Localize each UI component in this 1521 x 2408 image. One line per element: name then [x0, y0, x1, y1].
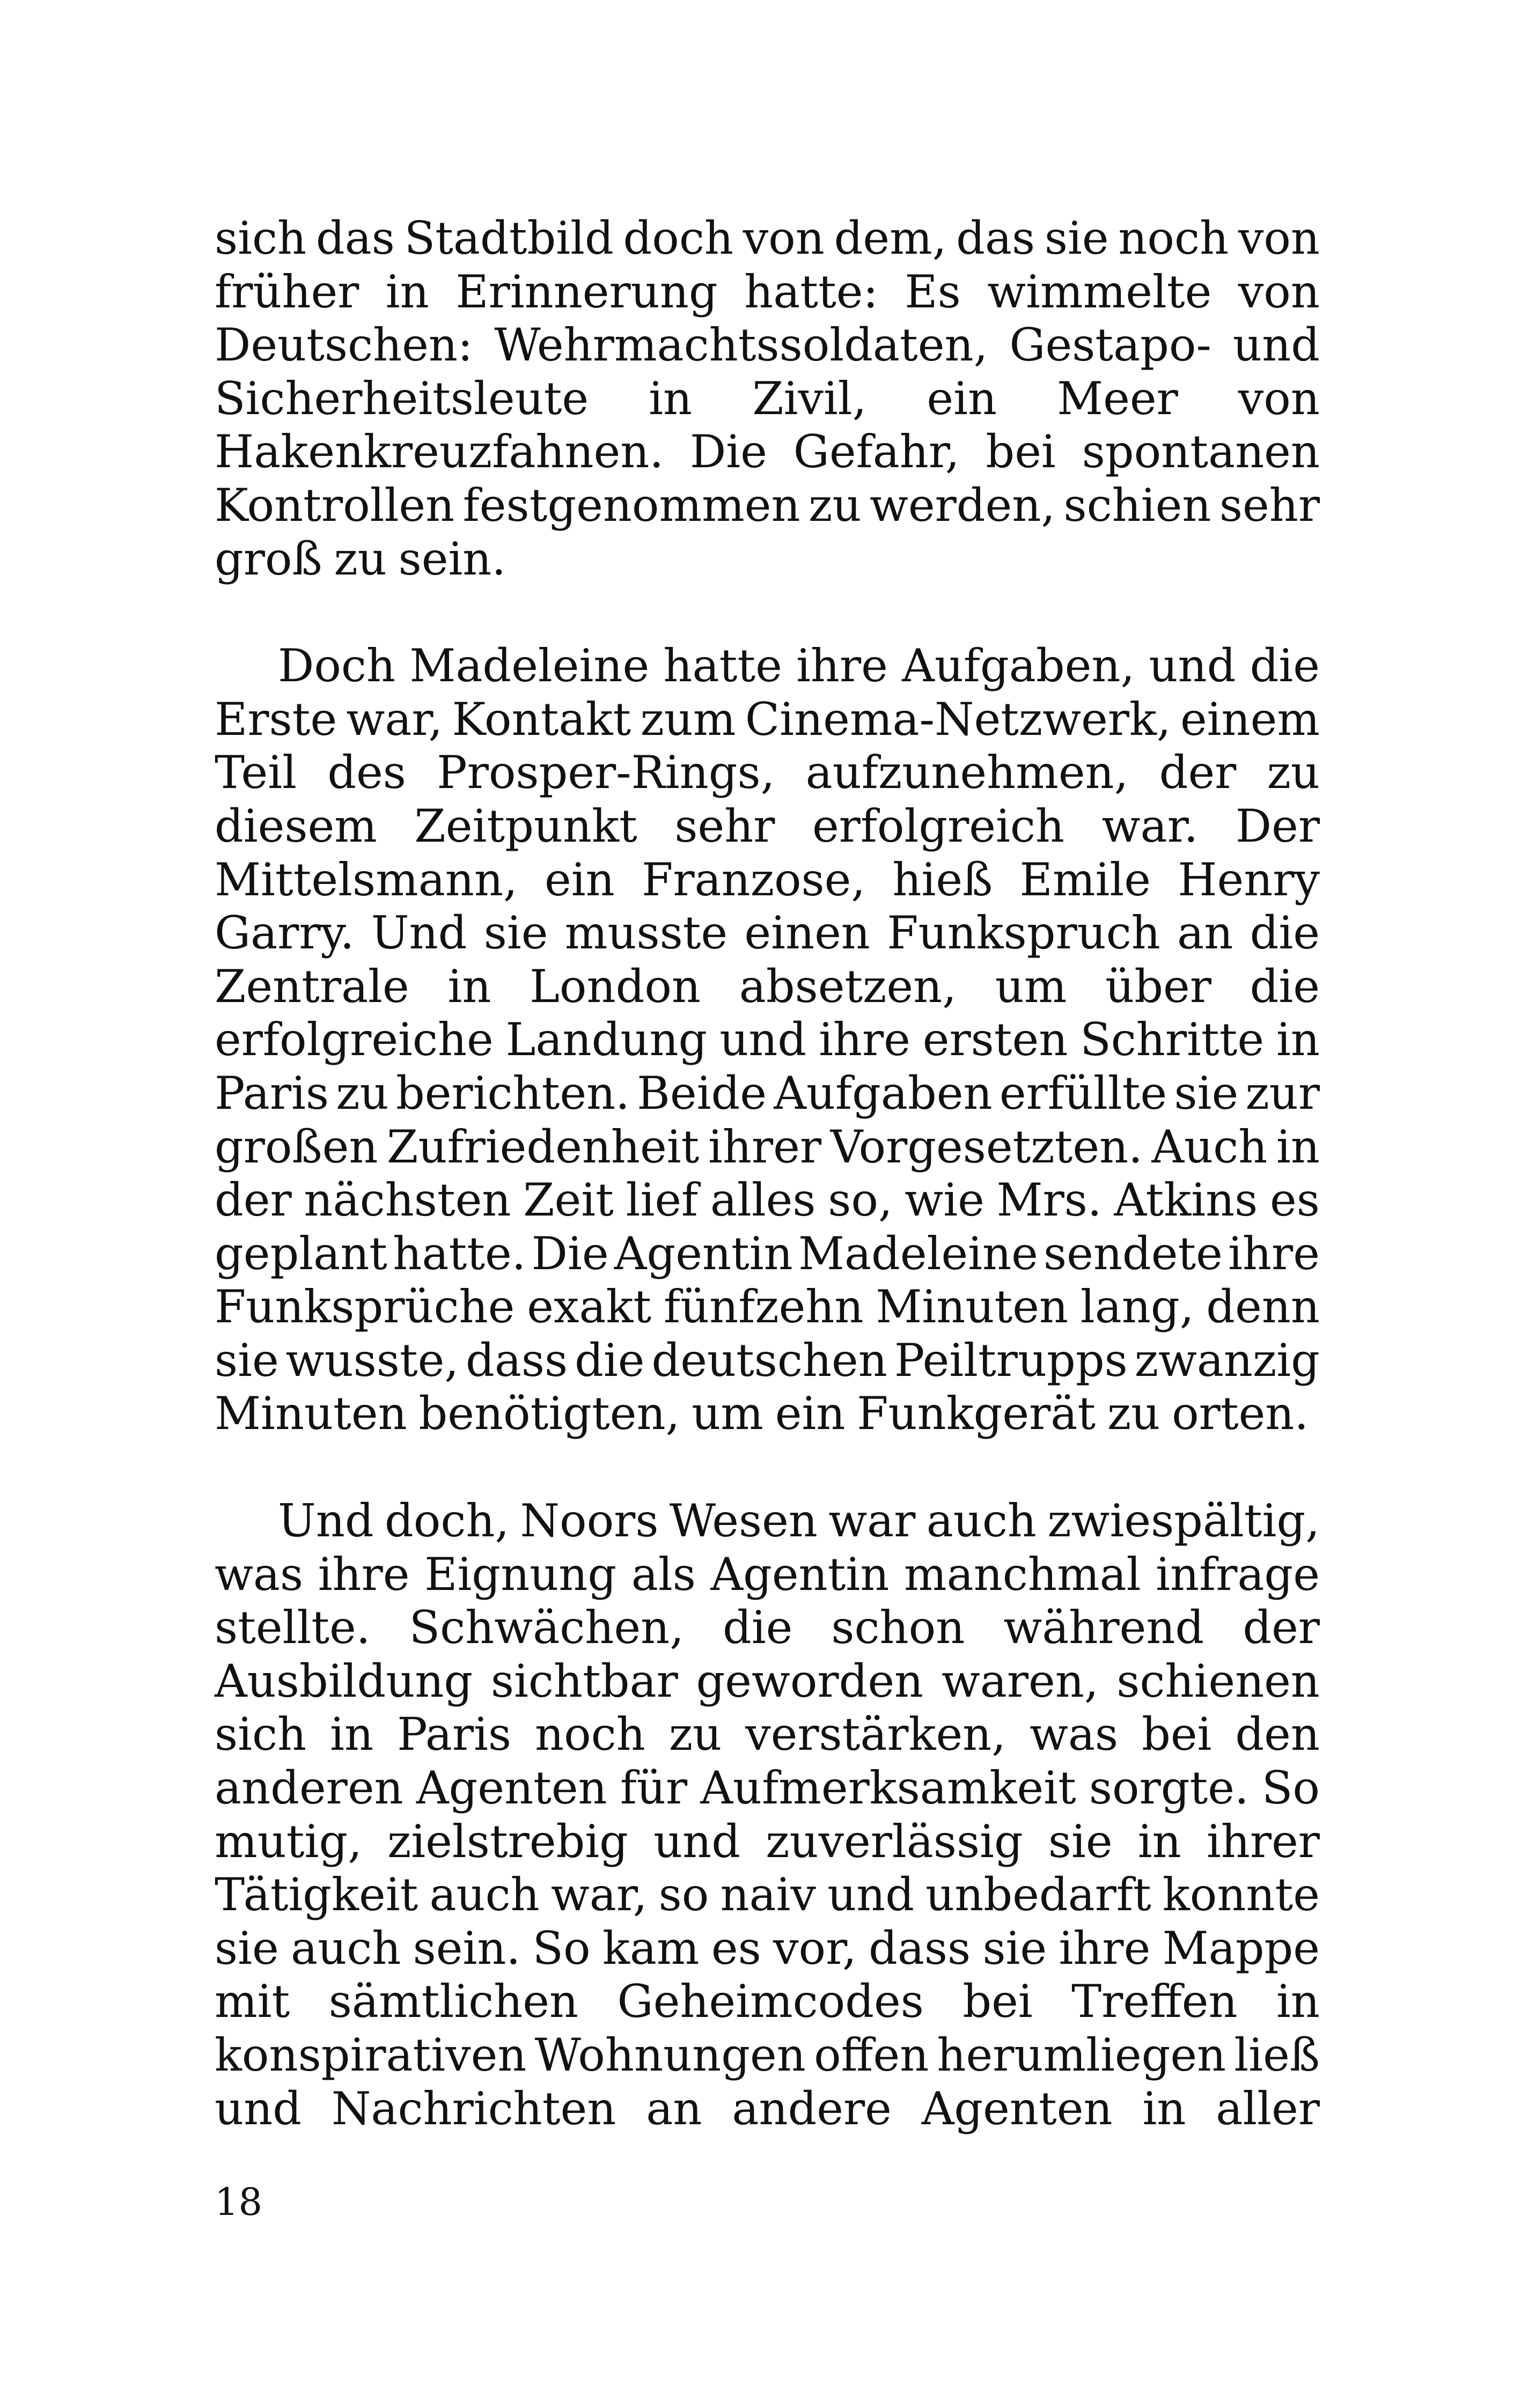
text-line: diesem Zeitpunkt sehr erfolgreich war. Der — [215, 799, 1320, 852]
text-line: Sicherheitsleute in Zivil, ein Meer von — [215, 372, 1320, 425]
text-line: Paris zu berichten. Beide Aufgaben erfüllte sie zur — [215, 1066, 1320, 1120]
text-line: Zentrale in London absetzen, um über die — [215, 960, 1320, 1013]
text-line: Garry. Und sie musste einen Funkspruch an die — [215, 907, 1320, 960]
text-line: früher in Erinnerung hatte: Es wimmelte von — [215, 265, 1320, 318]
text-line: und Nachrichten an andere Agenten in aller — [215, 2082, 1320, 2135]
text-line: Und doch, Noors Wesen war auch zwiespältig, — [278, 1494, 1320, 1548]
text-line: Ausbildung sichtbar geworden waren, schienen — [215, 1654, 1320, 1707]
text-line: großen Zufriedenheit ihrer Vorgesetzten. Auch in — [215, 1120, 1320, 1173]
text-line: Doch Madeleine hatte ihre Aufgaben, und die — [278, 639, 1320, 693]
text-line: Deutschen: Wehrmachtssoldaten, Gestapo- und — [215, 319, 1320, 372]
text-line: was ihre Eignung als Agentin manchmal infrage — [215, 1548, 1320, 1601]
page-number: 18 — [215, 2180, 263, 2224]
text-line: Minuten benötigten, um ein Funkgerät zu orten. — [215, 1387, 1309, 1440]
text-line: stellte. Schwächen, die schon während der — [215, 1601, 1320, 1654]
text-line: Tätigkeit auch war, so naiv und unbedarft konnte — [215, 1868, 1320, 1921]
text-line: geplant hatte. Die Agentin Madeleine sendete ihre — [215, 1227, 1320, 1280]
text-line: groß zu sein. — [215, 532, 506, 585]
text-line: anderen Agenten für Aufmerksamkeit sorgte. So — [215, 1762, 1320, 1815]
text-line: Hakenkreuzfahnen. Die Gefahr, bei spontanen — [215, 425, 1320, 478]
text-line: Erste war, Kontakt zum Cinema-Netzwerk, einem — [215, 693, 1320, 746]
text-line: sich in Paris noch zu verstärken, was bei den — [215, 1708, 1320, 1761]
text-line: sie auch sein. So kam es vor, dass sie ihre Mappe — [215, 1921, 1320, 1975]
paragraph-gap — [215, 586, 1320, 639]
text-line: sich das Stadtbild doch von dem, das sie noch von — [215, 212, 1320, 264]
paragraph — [215, 639, 1320, 1441]
text-line: Kontrollen festgenommen zu werden, schien sehr — [215, 478, 1320, 532]
paragraph — [215, 212, 1320, 586]
text-line: konspirativen Wohnungen offen herumliegen ließ — [215, 2029, 1320, 2081]
text-line: erfolgreiche Landung und ihre ersten Schritte in — [215, 1013, 1320, 1066]
paragraph-gap — [215, 1441, 1320, 1494]
text-line: Funksprüche exakt fünfzehn Minuten lang, denn — [215, 1280, 1320, 1334]
text-line: Mittelsmann, ein Franzose, hieß Emile Henry — [215, 853, 1320, 906]
text-line: mutig, zielstrebig und zuverlässig sie in ihrer — [215, 1815, 1320, 1868]
text-line: Teil des Prosper-Rings, aufzunehmen, der zu — [215, 746, 1320, 799]
text-line: der nächsten Zeit lief alles so, wie Mrs. Atkins es — [215, 1174, 1320, 1227]
paragraph — [215, 1494, 1320, 2135]
text-line: sie wusste, dass die deutschen Peiltrupps zwanzig — [215, 1334, 1320, 1387]
body-text — [215, 212, 1320, 2135]
text-line: mit sämtlichen Geheimcodes bei Treffen in — [215, 1975, 1320, 2028]
